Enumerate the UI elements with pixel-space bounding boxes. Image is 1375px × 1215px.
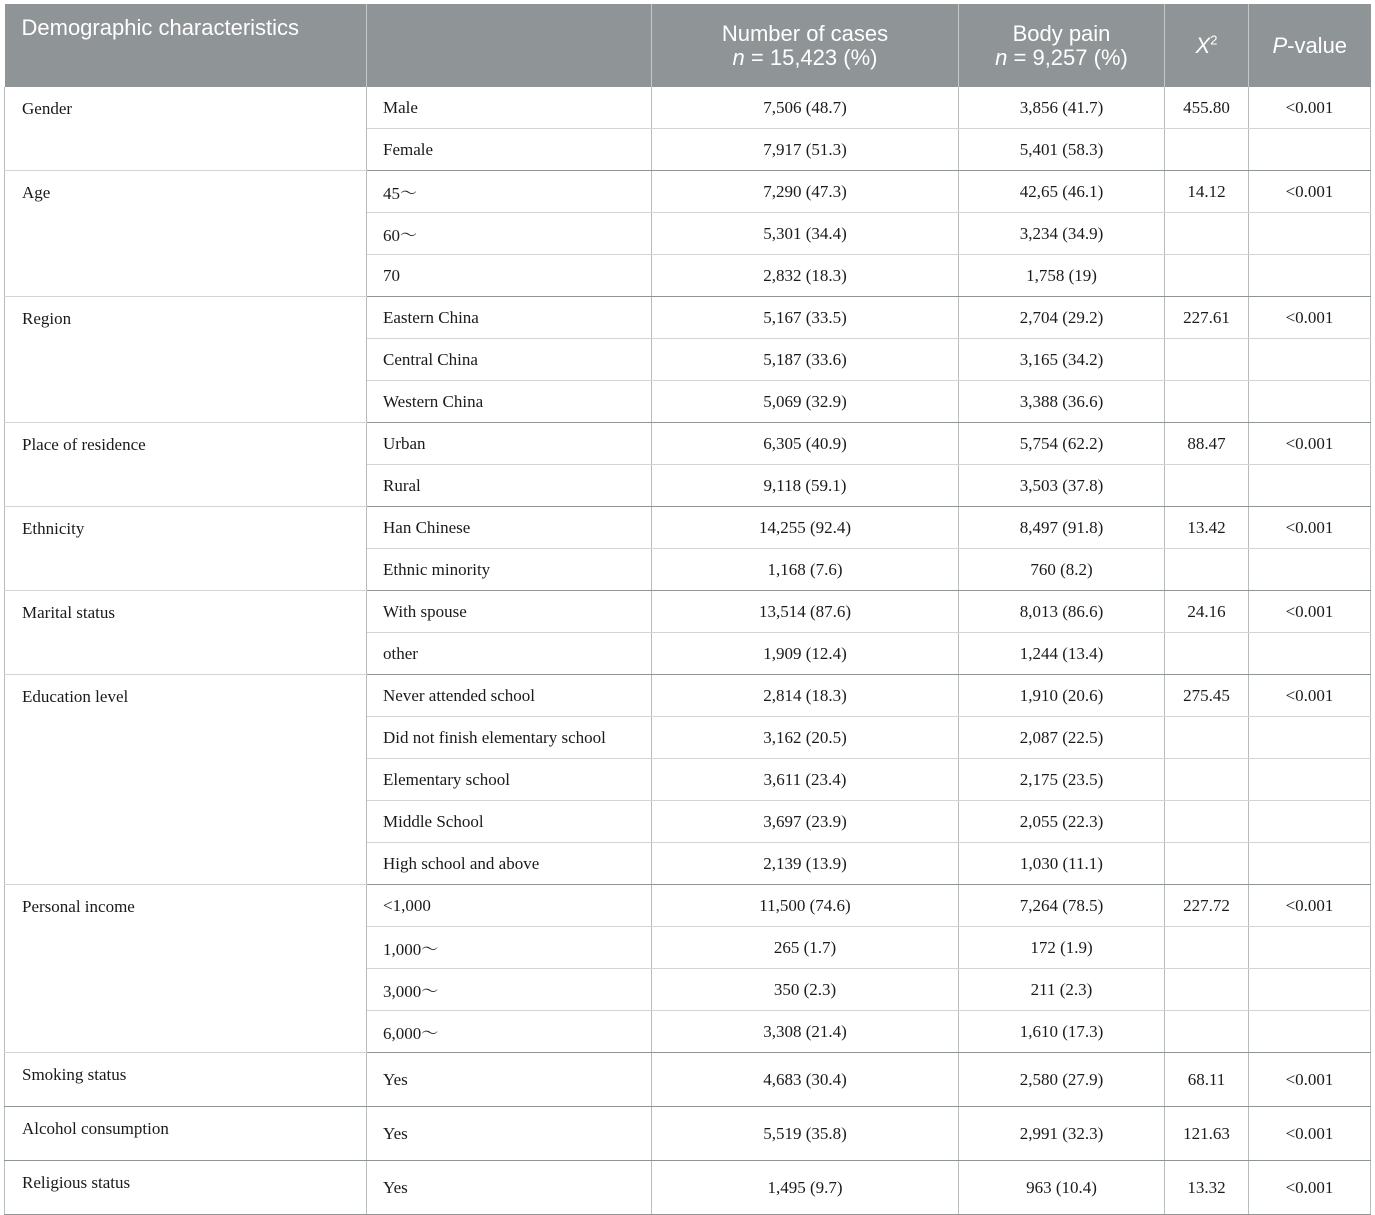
chi-square-cell: 88.47 — [1165, 423, 1249, 465]
subgroup-cell: Han Chinese — [367, 507, 652, 549]
subgroup-cell: Central China — [367, 339, 652, 381]
p-value-cell: <0.001 — [1249, 675, 1371, 717]
cases-cell: 6,305 (40.9) — [652, 423, 959, 465]
category-cell: Region — [5, 297, 367, 423]
body-pain-cell: 2,991 (32.3) — [959, 1107, 1165, 1161]
p-value-cell — [1249, 465, 1371, 507]
subgroup-cell: Female — [367, 129, 652, 171]
body-pain-cell: 2,175 (23.5) — [959, 759, 1165, 801]
header-cases-n-symbol: n — [732, 44, 745, 70]
table-body — [5, 87, 1371, 1215]
chi-square-cell — [1165, 465, 1249, 507]
category-cell: Marital status — [5, 591, 367, 675]
body-pain-cell: 211 (2.3) — [959, 969, 1165, 1011]
p-value-cell — [1249, 549, 1371, 591]
subgroup-cell: 6,000～ — [367, 1011, 652, 1053]
subgroup-cell: Rural — [367, 465, 652, 507]
chi-square-cell: 227.72 — [1165, 885, 1249, 927]
chi-square-cell — [1165, 339, 1249, 381]
category-cell: Smoking status — [5, 1053, 367, 1107]
chi-square-cell: 455.80 — [1165, 87, 1249, 129]
demographics-table-container — [4, 4, 1370, 1215]
cases-cell: 5,519 (35.8) — [652, 1107, 959, 1161]
chi-square-cell: 13.42 — [1165, 507, 1249, 549]
p-value-cell: <0.001 — [1249, 171, 1371, 213]
body-pain-cell: 1,244 (13.4) — [959, 633, 1165, 675]
subgroup-cell: Did not finish elementary school — [367, 717, 652, 759]
table-row — [5, 297, 1371, 339]
p-value-cell: <0.001 — [1249, 1161, 1371, 1215]
category-cell: Personal income — [5, 885, 367, 1053]
header-pain-n-value: = 9,257 (%) — [1007, 44, 1128, 70]
header-number-of-cases — [652, 4, 959, 87]
body-pain-cell: 1,910 (20.6) — [959, 675, 1165, 717]
p-value-cell — [1249, 255, 1371, 297]
cases-cell: 5,069 (32.9) — [652, 381, 959, 423]
demographics-table — [4, 4, 1371, 1215]
category-cell: Religious status — [5, 1161, 367, 1215]
body-pain-cell: 42,65 (46.1) — [959, 171, 1165, 213]
category-cell: Place of residence — [5, 423, 367, 507]
subgroup-cell: Western China — [367, 381, 652, 423]
header-chi-symbol: X — [1195, 32, 1211, 58]
header-cases-n-value: = 15,423 (%) — [744, 44, 878, 70]
chi-square-cell — [1165, 213, 1249, 255]
p-value-cell: <0.001 — [1249, 87, 1371, 129]
p-value-cell: <0.001 — [1249, 297, 1371, 339]
category-cell: Education level — [5, 675, 367, 885]
chi-square-cell — [1165, 969, 1249, 1011]
category-cell: Age — [5, 171, 367, 297]
p-value-cell: <0.001 — [1249, 591, 1371, 633]
cases-cell: 5,187 (33.6) — [652, 339, 959, 381]
cases-cell: 2,814 (18.3) — [652, 675, 959, 717]
subgroup-cell: High school and above — [367, 843, 652, 885]
table-row — [5, 1053, 1371, 1107]
subgroup-cell: Eastern China — [367, 297, 652, 339]
chi-square-cell: 227.61 — [1165, 297, 1249, 339]
body-pain-cell: 3,503 (37.8) — [959, 465, 1165, 507]
chi-square-cell: 13.32 — [1165, 1161, 1249, 1215]
chi-square-cell — [1165, 843, 1249, 885]
body-pain-cell: 2,580 (27.9) — [959, 1053, 1165, 1107]
cases-cell: 3,162 (20.5) — [652, 717, 959, 759]
body-pain-cell: 172 (1.9) — [959, 927, 1165, 969]
chi-square-cell: 275.45 — [1165, 675, 1249, 717]
cases-cell: 1,909 (12.4) — [652, 633, 959, 675]
chi-square-cell — [1165, 255, 1249, 297]
cases-cell: 14,255 (92.4) — [652, 507, 959, 549]
body-pain-cell: 8,497 (91.8) — [959, 507, 1165, 549]
cases-cell: 3,308 (21.4) — [652, 1011, 959, 1053]
category-cell: Gender — [5, 87, 367, 171]
chi-square-cell — [1165, 633, 1249, 675]
table-row — [5, 591, 1371, 633]
p-value-cell — [1249, 213, 1371, 255]
cases-cell: 7,917 (51.3) — [652, 129, 959, 171]
p-value-cell — [1249, 633, 1371, 675]
cases-cell: 11,500 (74.6) — [652, 885, 959, 927]
cases-cell: 350 (2.3) — [652, 969, 959, 1011]
chi-square-cell: 14.12 — [1165, 171, 1249, 213]
body-pain-cell: 7,264 (78.5) — [959, 885, 1165, 927]
header-cases-title: Number of cases — [721, 20, 889, 46]
p-value-cell — [1249, 969, 1371, 1011]
header-characteristics: Demographic characteristics — [5, 4, 367, 87]
p-value-cell: <0.001 — [1249, 507, 1371, 549]
p-value-cell — [1249, 339, 1371, 381]
subgroup-cell: Yes — [367, 1161, 652, 1215]
chi-square-cell — [1165, 549, 1249, 591]
body-pain-cell: 1,030 (11.1) — [959, 843, 1165, 885]
cases-cell: 2,139 (13.9) — [652, 843, 959, 885]
chi-square-cell: 24.16 — [1165, 591, 1249, 633]
body-pain-cell: 2,055 (22.3) — [959, 801, 1165, 843]
body-pain-cell: 5,401 (58.3) — [959, 129, 1165, 171]
subgroup-cell: Urban — [367, 423, 652, 465]
subgroup-cell: <1,000 — [367, 885, 652, 927]
cases-cell: 13,514 (87.6) — [652, 591, 959, 633]
cases-cell: 3,697 (23.9) — [652, 801, 959, 843]
table-row — [5, 675, 1371, 717]
p-value-cell — [1249, 381, 1371, 423]
subgroup-cell: Yes — [367, 1107, 652, 1161]
chi-square-cell — [1165, 129, 1249, 171]
table-row — [5, 507, 1371, 549]
chi-square-cell — [1165, 381, 1249, 423]
cases-cell: 5,167 (33.5) — [652, 297, 959, 339]
chi-square-cell — [1165, 801, 1249, 843]
p-value-cell: <0.001 — [1249, 1107, 1371, 1161]
body-pain-cell: 3,165 (34.2) — [959, 339, 1165, 381]
header-body-pain — [959, 4, 1165, 87]
body-pain-cell: 8,013 (86.6) — [959, 591, 1165, 633]
body-pain-cell: 3,388 (36.6) — [959, 381, 1165, 423]
header-p-symbol: P — [1272, 32, 1288, 58]
header-row — [5, 4, 1371, 87]
cases-cell: 4,683 (30.4) — [652, 1053, 959, 1107]
p-value-cell — [1249, 717, 1371, 759]
p-value-cell — [1249, 1011, 1371, 1053]
body-pain-cell: 3,856 (41.7) — [959, 87, 1165, 129]
table-row — [5, 87, 1371, 129]
body-pain-cell: 5,754 (62.2) — [959, 423, 1165, 465]
p-value-cell — [1249, 759, 1371, 801]
table-row — [5, 171, 1371, 213]
chi-square-cell — [1165, 1011, 1249, 1053]
header-chi-sup: 2 — [1210, 32, 1218, 48]
subgroup-cell: Elementary school — [367, 759, 652, 801]
table-row — [5, 1161, 1371, 1215]
body-pain-cell: 760 (8.2) — [959, 549, 1165, 591]
subgroup-cell: 45～ — [367, 171, 652, 213]
category-cell: Alcohol consumption — [5, 1107, 367, 1161]
p-value-cell — [1249, 129, 1371, 171]
body-pain-cell: 2,087 (22.5) — [959, 717, 1165, 759]
cases-cell: 7,290 (47.3) — [652, 171, 959, 213]
body-pain-cell: 963 (10.4) — [959, 1161, 1165, 1215]
table-row — [5, 423, 1371, 465]
chi-square-cell — [1165, 927, 1249, 969]
table-row — [5, 885, 1371, 927]
p-value-cell: <0.001 — [1249, 1053, 1371, 1107]
header-p-value — [1249, 4, 1371, 87]
subgroup-cell: 70 — [367, 255, 652, 297]
subgroup-cell: other — [367, 633, 652, 675]
p-value-cell: <0.001 — [1249, 885, 1371, 927]
subgroup-cell: 3,000～ — [367, 969, 652, 1011]
cases-cell: 1,495 (9.7) — [652, 1161, 959, 1215]
subgroup-cell: Ethnic minority — [367, 549, 652, 591]
header-pain-title: Body pain — [1012, 20, 1111, 46]
header-p-suffix: -value — [1287, 32, 1348, 58]
table-header — [5, 4, 1371, 87]
chi-square-cell: 68.11 — [1165, 1053, 1249, 1107]
p-value-cell — [1249, 843, 1371, 885]
category-cell: Ethnicity — [5, 507, 367, 591]
cases-cell: 3,611 (23.4) — [652, 759, 959, 801]
subgroup-cell: With spouse — [367, 591, 652, 633]
cases-cell: 9,118 (59.1) — [652, 465, 959, 507]
cases-cell: 7,506 (48.7) — [652, 87, 959, 129]
chi-square-cell — [1165, 759, 1249, 801]
subgroup-cell: Middle School — [367, 801, 652, 843]
cases-cell: 265 (1.7) — [652, 927, 959, 969]
subgroup-cell: 1,000～ — [367, 927, 652, 969]
p-value-cell — [1249, 927, 1371, 969]
subgroup-cell: Never attended school — [367, 675, 652, 717]
subgroup-cell: Male — [367, 87, 652, 129]
chi-square-cell: 121.63 — [1165, 1107, 1249, 1161]
header-subgroup — [367, 4, 652, 87]
subgroup-cell: 60～ — [367, 213, 652, 255]
cases-cell: 1,168 (7.6) — [652, 549, 959, 591]
body-pain-cell: 1,610 (17.3) — [959, 1011, 1165, 1053]
p-value-cell: <0.001 — [1249, 423, 1371, 465]
chi-square-cell — [1165, 717, 1249, 759]
header-pain-n-symbol: n — [995, 44, 1008, 70]
body-pain-cell: 1,758 (19) — [959, 255, 1165, 297]
table-row — [5, 1107, 1371, 1161]
body-pain-cell: 3,234 (34.9) — [959, 213, 1165, 255]
p-value-cell — [1249, 801, 1371, 843]
cases-cell: 2,832 (18.3) — [652, 255, 959, 297]
cases-cell: 5,301 (34.4) — [652, 213, 959, 255]
subgroup-cell: Yes — [367, 1053, 652, 1107]
header-chi-square — [1165, 4, 1249, 87]
body-pain-cell: 2,704 (29.2) — [959, 297, 1165, 339]
